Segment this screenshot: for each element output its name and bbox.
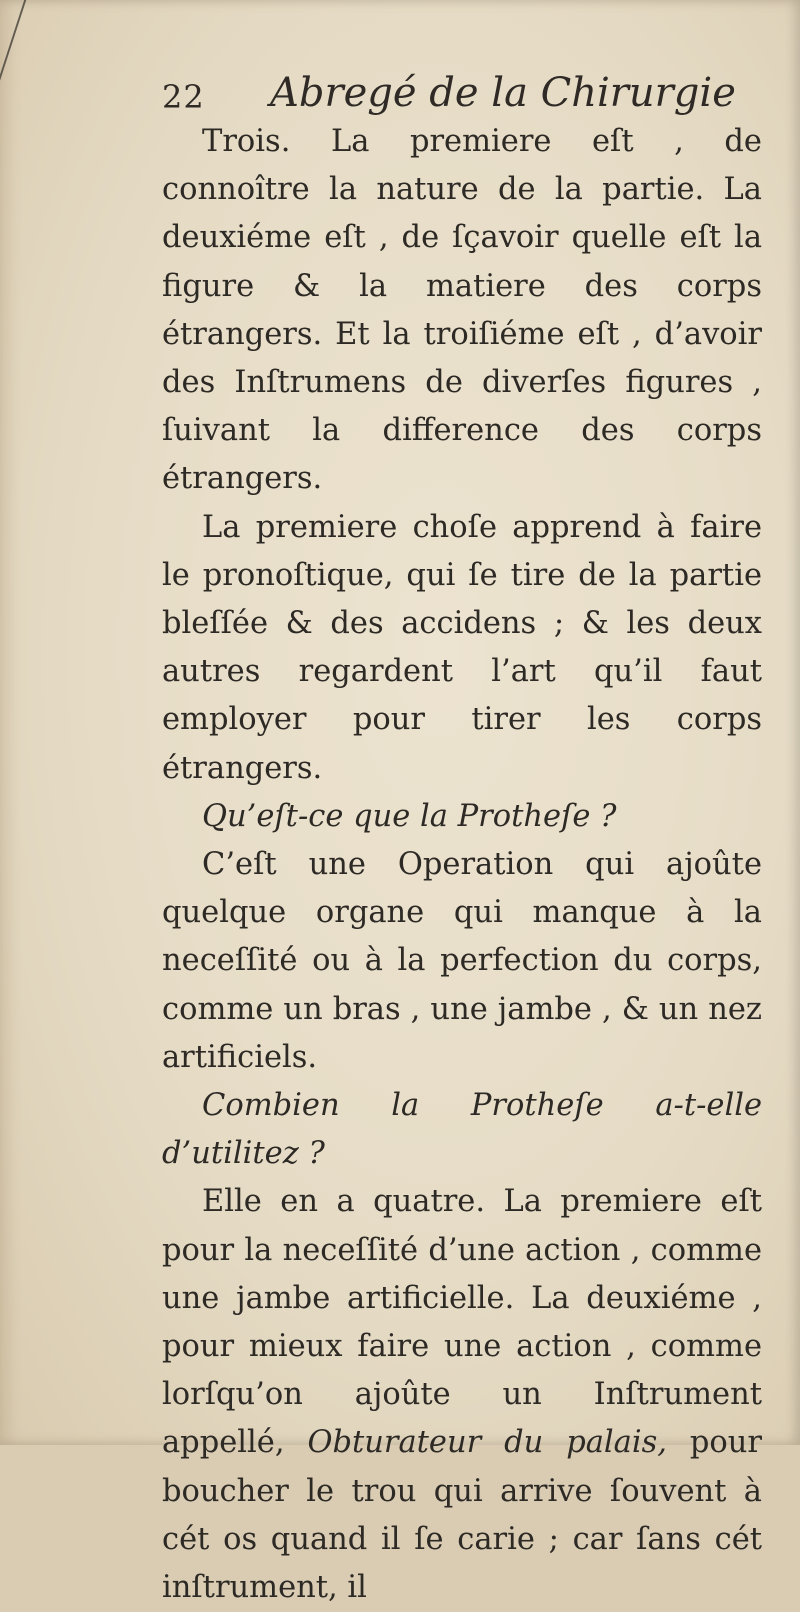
page-header [162,70,762,120]
utilities-text-start: Elle en a quatre. La premiere eſt pour la neceſſité d’une action , comme une jambe artificielle. La deuxiéme , pour mieux faire une action , comme lorſqu’on ajoûte un Inſtrument appellé, [162,1184,762,1461]
question-utilities: Combien la Protheſe a-t-elle d’utilitez ? [162,1088,762,1172]
paragraph-prothese-definition: C’eſt une Operation qui ajoûte quelque organe qui manque à la neceſſité ou à la perfection du corps, comme un bras , une jambe , & un nez artificiels. [162,847,762,1075]
body-text [162,118,762,1612]
running-title: Abregé de la Chirurgie [270,70,736,116]
question-prothese: Qu’eſt-ce que la Protheſe ? [202,798,617,834]
obturateur-term: Obturateur du palais, [307,1425,667,1461]
paragraph-four-utilities [162,1178,762,1612]
paragraph-prognostic: La premiere choſe apprend à faire le pronoſtique, qui ſe tire de la partie bleſſée & des accidens ; & les deux autres regardent l’art qu’il faut employer pour tirer les corps étrangers. [162,509,762,786]
utilities-text-end: pour boucher le trou qui arrive ſouvent à cét os quand il ſe carie ; car ſans cét inſtrument, il [162,1425,762,1606]
corner-pen-mark [0,0,66,100]
page-number: 22 [162,78,205,116]
paragraph-three-things: Trois. La premiere eſt , de connoître la nature de la partie. La deuxiéme eſt , de ſçavoir quelle eſt la figure & la matiere des corps étrangers. Et la troiſiéme eſt , d’avoir des Inſtrumens de diverſes figures , ſuivant la difference des corps étrangers. [162,124,762,497]
